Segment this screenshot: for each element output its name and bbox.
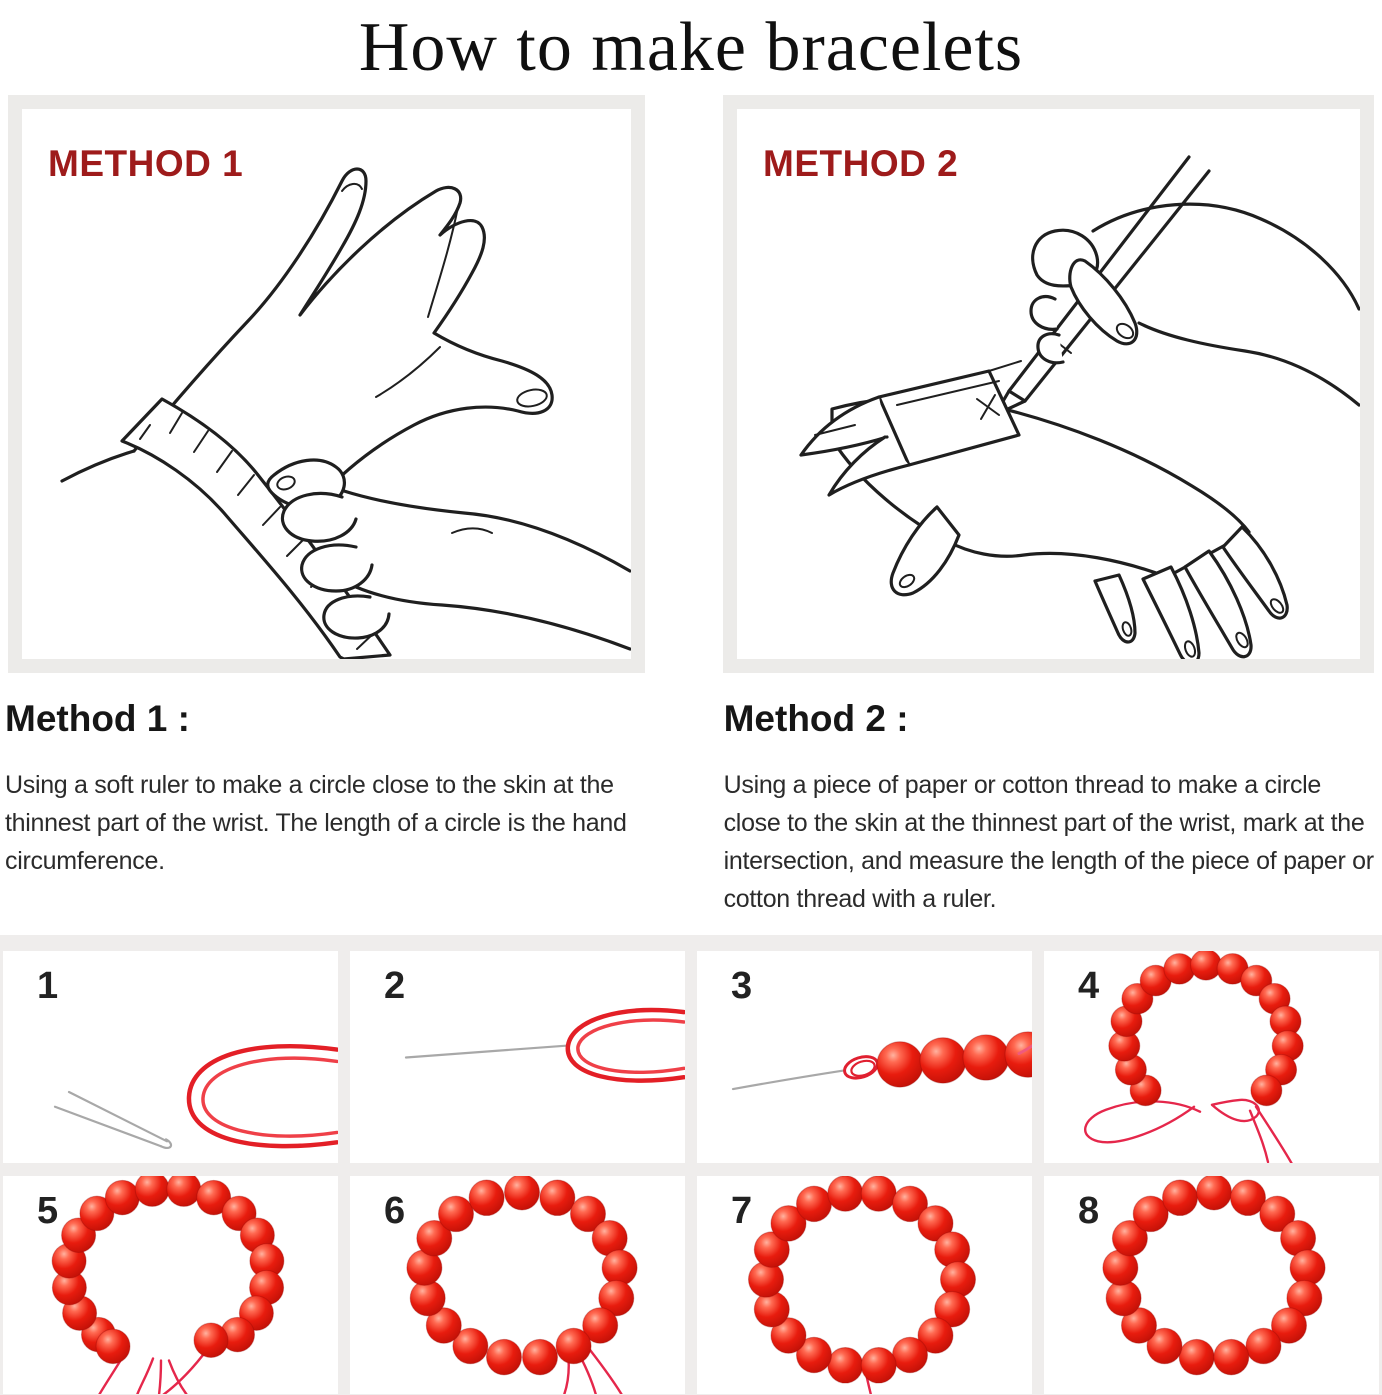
step-cell-7	[697, 1176, 1032, 1394]
separated-beads	[96, 1323, 228, 1364]
step-cell-2	[350, 951, 685, 1163]
method-2-heading: Method 2 :	[723, 698, 909, 739]
step-6-number: 6	[384, 1190, 406, 1232]
bead-ring-finished	[749, 1176, 976, 1383]
step-cell-1	[3, 951, 338, 1163]
cord-loop	[842, 1053, 881, 1082]
method-1-heading: Method 1 :	[5, 698, 190, 739]
method-2-body: Using a piece of paper or cotton thread to make a circle close to the skin at the thinnest part of the wrist, mark at the intersection, and measure the length of the piece of paper or cotton thread with a ruler.	[723, 771, 1374, 913]
method-1-body: Using a soft ruler to make a circle close to the skin at the thinnest part of the wrist. The length of a circle is the hand circumference.	[5, 771, 627, 875]
method-panels	[8, 95, 1374, 673]
step-2-number: 2	[384, 965, 406, 1007]
thread-loops	[1085, 1100, 1292, 1163]
pen-holding-hand	[1031, 204, 1359, 405]
method-2-illustration	[737, 109, 1360, 659]
bead-ring-open	[52, 1176, 284, 1352]
step-cell-5	[3, 1176, 338, 1394]
folded-red-cord	[568, 1010, 684, 1081]
arm-line	[62, 451, 134, 481]
step-4-number: 4	[1078, 965, 1100, 1007]
strung-beads	[877, 1032, 1032, 1087]
gray-thread	[733, 1070, 845, 1089]
step-7-number: 7	[731, 1190, 753, 1232]
method-2-label: METHOD 2	[763, 143, 959, 184]
steps-grid	[0, 935, 1382, 1395]
step-3-number: 3	[731, 965, 753, 1007]
step-8-number: 8	[1078, 1190, 1100, 1232]
method-2-description	[724, 698, 1377, 918]
bead-ring-open	[1109, 951, 1303, 1106]
page-title: How to make bracelets	[358, 8, 1024, 86]
method-descriptions	[5, 698, 1377, 918]
bead-ring-finished	[1103, 1176, 1325, 1375]
bead-ring-closed	[407, 1176, 637, 1375]
step-cell-8	[1044, 1176, 1379, 1394]
step-5-number: 5	[37, 1190, 59, 1232]
method-1-illustration	[22, 109, 631, 659]
method-2-panel	[723, 95, 1374, 673]
step-cell-6	[350, 1176, 685, 1394]
step-cell-4	[1044, 951, 1379, 1163]
step-1-number: 1	[37, 965, 59, 1007]
method-1-panel	[8, 95, 645, 673]
wire-needle	[55, 1092, 171, 1148]
folded-red-cord	[189, 1046, 337, 1146]
step-cell-3	[697, 951, 1032, 1163]
method-1-description	[5, 698, 642, 918]
wire-needle	[406, 1046, 566, 1058]
method-1-label: METHOD 1	[48, 143, 244, 184]
